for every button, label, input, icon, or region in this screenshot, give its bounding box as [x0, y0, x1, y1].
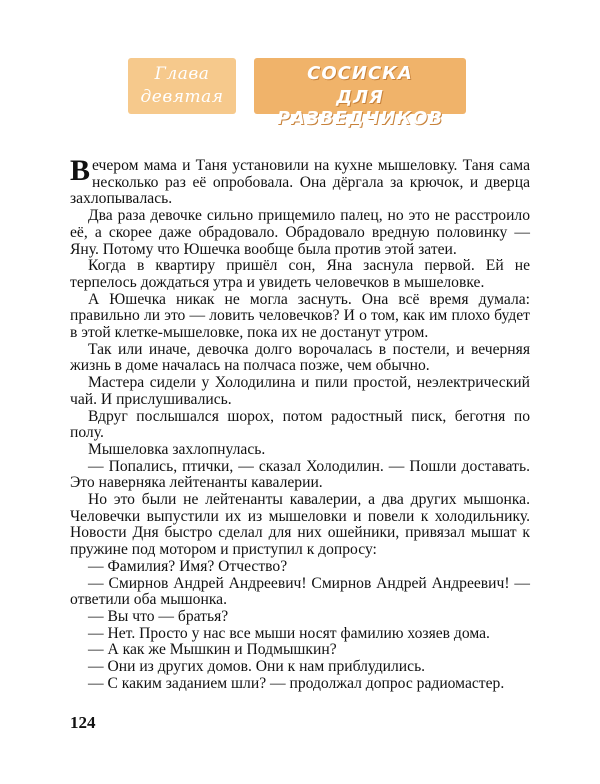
drop-cap: В — [70, 154, 91, 187]
chapter-title-line2: ДЛЯ РАЗВЕДЧИКОВ — [276, 87, 444, 129]
paragraph: А Юшечка никак не могла заснуть. Она всё время думала: правильно ли это — ловить человечков? И о том, как им плохо будет в этой клетке-мышеловке, пока их не достанут утром. — [70, 290, 530, 342]
paragraph: — Нет. Просто у нас все мыши носят фамилию хозяев дома. — [88, 624, 490, 642]
body-text — [70, 154, 530, 693]
paragraph: Когда в квартиру пришёл сон, Яна заснула первой. Ей не терпелось дождаться утра и увидеть человечков в мышеловке. — [70, 257, 530, 291]
paragraph: Вдруг послышался шорох, потом радостный писк, беготня по полу. — [70, 407, 530, 442]
paragraph: — Попались, птички, — сказал Холодилин. — Пошли доставать. Это наверняка лейтенанты кавалерии. — [70, 457, 530, 492]
paragraph: — А как же Мышкин и Подмышкин? — [88, 641, 337, 659]
chapter-title-line1: СОСИСКА — [307, 63, 413, 84]
paragraph: Два раза девочке сильно прищемило палец, но это не расстроило её, а скорее даже обрадовало. Обрадовало вредную половинку — Яну. Потому что Юшечка вообще была против этой затеи. — [70, 207, 530, 258]
paragraph — [70, 154, 530, 208]
chapter-label-line1: Глава — [154, 64, 210, 84]
paragraph: Так или иначе, девочка долго ворочалась в постели, и вечерняя жизнь в доме началась на полчаса позже, чем обычно. — [70, 340, 530, 375]
chapter-label-box — [128, 58, 236, 114]
chapter-label-line2: девятая — [140, 87, 224, 107]
paragraph: — Фамилия? Имя? Отчество? — [88, 557, 288, 575]
paragraph: — С каким заданием шли? — продолжал допрос радиомастер. — [88, 674, 505, 692]
paragraph-text: ечером мама и Таня установили на кухне мышеловку. Таня сама несколько раз её опробовала. Она дёргала за крючок, и дверца захлопывалась. — [70, 157, 530, 208]
chapter-title-box — [254, 58, 466, 129]
paragraph: Мышеловка захлопнулась. — [88, 440, 266, 458]
paragraph: — Смирнов Андрей Андреевич! Смирнов Андрей Андреевич! — ответили оба мышонка. — [70, 574, 530, 609]
paragraph: Но это были не лейтенанты кавалерии, а два других мышонка. Человечки выпустили их из мышеловки и повели к холодильнику. Новости Дня быстро сделал для них ошейники, привязал мышат к пружине под мотором и приступил к допросу: — [70, 491, 530, 559]
paragraph: — Они из других домов. Они к нам приблудились. — [88, 658, 426, 676]
paragraph: Мастера сидели у Холодилина и пили простой, неэлектрический чай. И прислушивались. — [70, 374, 530, 408]
paragraph: — Вы что — братья? — [88, 607, 229, 625]
page-number: 124 — [70, 713, 96, 732]
chapter-header — [128, 58, 466, 129]
